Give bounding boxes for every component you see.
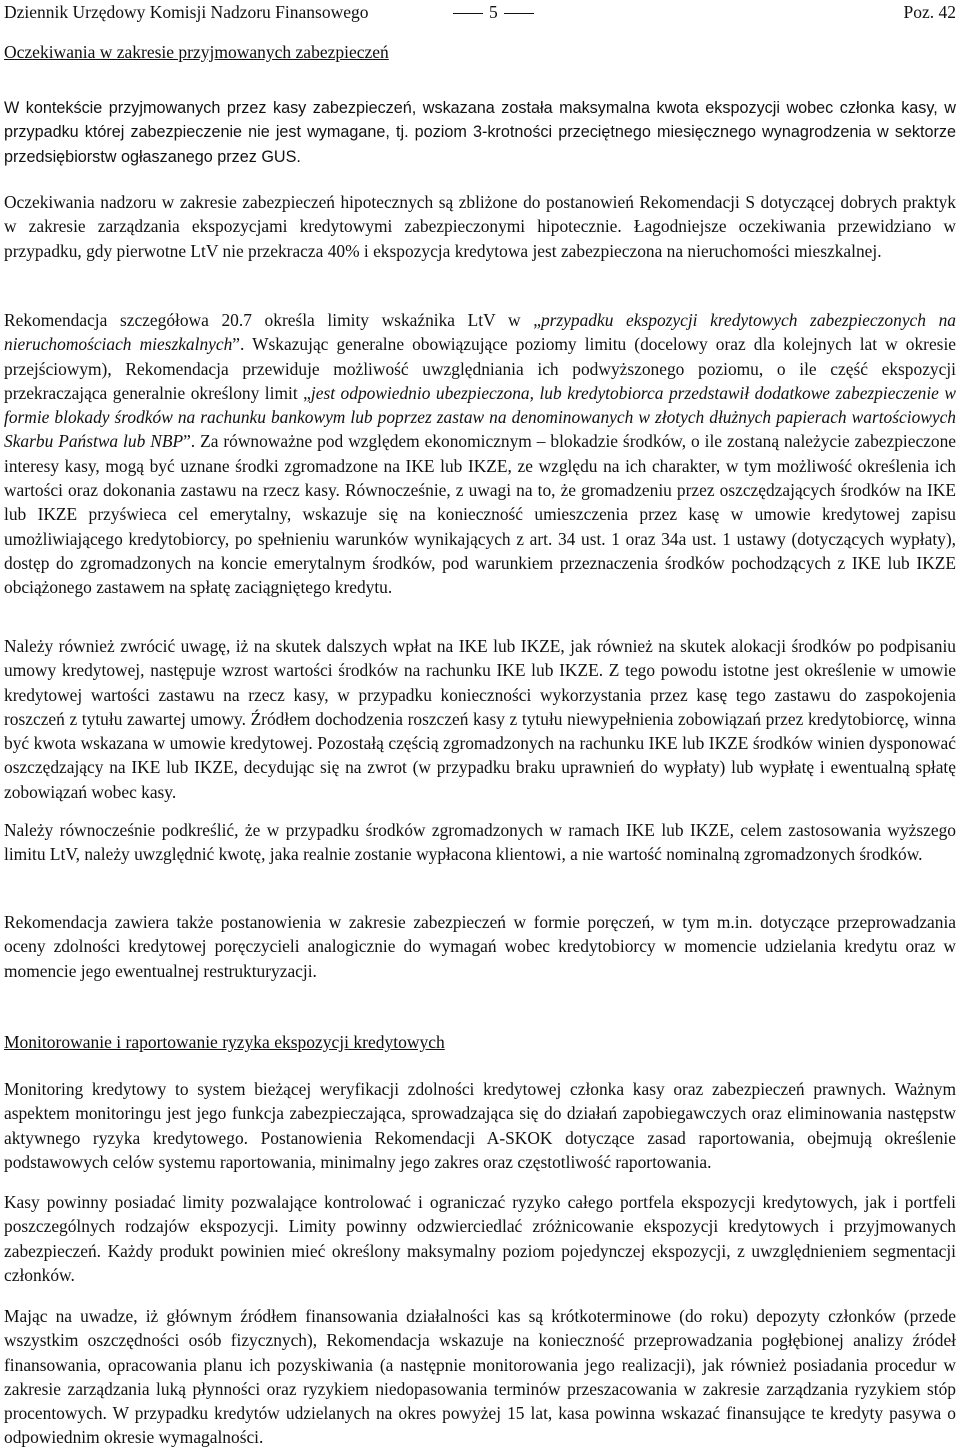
position-number: Poz. 42 bbox=[903, 2, 956, 22]
paragraph-funding-sources: Mając na uwadze, iż głównym źródłem finansowania działalności kas są krótkoterminowe (do roku) depozyty członków (przede wszystkim oszczędności osób fizycznych), Rekomendacja wskazuje na konieczność przeprowadzania pogłębionej analizy źródeł finansowania, opracowania planu ich pozyskiwania (a następnie monitorowania jego realizacji), jak również posiadania procedur w zakresie zarządzania luką płynności oraz ryzykiem niedopasowania terminów przeszacowania w zakresie zarządzania ryzykiem stóp procentowych. W przypadku kredytów udzielanych na okres powyżej 15 lat, kasa powinna wskazać finansujące te kredyty pasywa o odpowiednim okresie wymagalności. bbox=[4, 1306, 956, 1448]
paragraph-mortgage-expectations: Oczekiwania nadzoru w zakresie zabezpieczeń hipotecznych są zbliżone do postanowień Rekomendacji S dotyczącej dobrych praktyk w zakresie zarządzania ekspozycjami kredytowymi zabezpieczonymi hipotecznie. Łagodniejsze oczekiwania przewidziano w przypadku, gdy pierwotne LtV nie przekracza 40% i ekspozycja kredytowa jest zabezpieczona na nieruchomości mieszkalnej. bbox=[4, 192, 956, 261]
page-number-value: 5 bbox=[489, 2, 498, 22]
page-number bbox=[447, 0, 540, 24]
paragraph-credit-monitoring: Monitoring kredytowy to system bieżącej weryfikacji zdolności kredytowej członka kasy oraz zabezpieczeń prawnych. Ważnym aspektem monitoringu jest jego funkcja zabezpieczająca, sprowadzająca się do działań zapobiegawczych oraz eliminowania następstw aktywnego ryzyka kredytowego. Postanowienia Rekomendacji A-SKOK dotyczące zasad raportowania, obejmują określenie podstawowych celów systemu raportowania, minimalny jego zakres oraz częstotliwość raportowania. bbox=[4, 1079, 956, 1172]
rule-right bbox=[504, 13, 534, 14]
ltv-text-c: ”. Wskazując generalne obowiązujące poziomy limitu (docelowy oraz dla kolejnych lat w okresie przejściowym), Rekomendacja przewiduje możliwość uwzględniania ich podwyższonego poziomu, o ile część ekspozycji przekraczająca generalnie określony limit „ bbox=[4, 334, 956, 403]
paragraph-collateral-exposure: W kontekście przyjmowanych przez kasy zabezpieczeń, wskazana została maksymalna kwota ekspozycji wobec członka kasy, w przypadku której zabezpieczenie nie jest wymagane, tj. poziom 3-krotności przeciętnego miesięcznego wynagrodzenia w sektorze przedsiębiorstw ogłaszanego przez GUS. bbox=[4, 99, 956, 166]
rule-left bbox=[453, 13, 483, 14]
publication-title: Dziennik Urzędowy Komisji Nadzoru Finansowego bbox=[4, 2, 369, 22]
ltv-text-a: Rekomendacja szczegółowa 20.7 określa limity wskaźnika LtV w „ bbox=[4, 310, 541, 330]
paragraph-ike-ikze-value: Należy również zwrócić uwagę, iż na skutek dalszych wpłat na IKE lub IKZE, jak również na skutek alokacji środków po podpisaniu umowy kredytowej, następuje wzrost wartości środków na rachunku IKE lub IKZE. Z tego powodu istotne jest określenie w umowie kredytowej wartości zastawu na rzecz kasy, w przypadku konieczności wykorzystania przez kasę tego zastawu do zaspokojenia roszczeń z tytułu zawartej umowy. Źródłem dochodzenia roszczeń kasy z tytułu niewypełnienia zobowiązań przez kredytobiorcę, winna być kwota wskazana w umowie kredytowej. Pozostałą częścią zgromadzonych na rachunku IKE lub IKZE środków winien dysponować oszczędzający na IKE lub IKZE, decydując się na zwrot (w przypadku braku uprawnień do wypłaty) lub wypłatę i ewentualną spłatę zobowiązań wobec kasy. bbox=[4, 636, 956, 802]
paragraph-guarantees: Rekomendacja zawiera także postanowienia w zakresie zabezpieczeń w formie poręczeń, w tym m.in. dotyczące przeprowadzania oceny zdolności kredytowej poręczycieli analogicznie do wymagań wobec kredytobiorcy w momencie udzielania kredytu oraz w momencie jego ewentualnej restrukturyzacji. bbox=[4, 912, 956, 981]
paragraph-higher-ltv: Należy równocześnie podkreślić, że w przypadku środków zgromadzonych w ramach IKE lub IKZE, celem zastosowania wyższego limitu LtV, należy uwzględnić kwotę, jaka realnie zostanie wypłacona klientowi, a nie wartość nominalną zgromadzonych środków. bbox=[4, 820, 956, 865]
ltv-quote-2: jest odpowiednio ubezpieczona, lub kredytobiorca przedstawił dodatkowe zabezpieczenie w formie blokady środków na rachunku bankowym lub poprzez zastaw na denominowanych w złotych dłużnych papierach wartościowych Skarbu Państwa lub NBP bbox=[4, 382, 956, 452]
page-header bbox=[4, 0, 956, 26]
section-title-collateral: Oczekiwania w zakresie przyjmowanych zabezpieczeń bbox=[4, 42, 389, 62]
ltv-quote-1: przypadku ekspozycji kredytowych zabezpieczonych na nieruchomościach mieszkalnych bbox=[4, 310, 956, 355]
section-title-monitoring: Monitorowanie i raportowanie ryzyka ekspozycji kredytowych bbox=[4, 1032, 445, 1052]
paragraph-limits: Kasy powinny posiadać limity pozwalające kontrolować i ograniczać ryzyko całego portfela ekspozycji kredytowych, jak i portfeli poszczególnych rodzajów ekspozycji. Limity powinny odzwierciedlać zróżnicowanie ekspozycji kredytowych i przyjmowanych zabezpieczeń. Każdy produkt powinien mieć określony maksymalny poziom pojedynczej ekspozycji, z uwzględnieniem segmentacji członków. bbox=[4, 1192, 956, 1285]
ltv-text-e: ”. Za równoważne pod względem ekonomicznym – blokadzie środków, o ile zostaną należycie zabezpieczone interesy kasy, mogą być uznane środki zgromadzone na IKE lub IKZE, ze względu na ich charakter, w tym możliwość określenia ich wartości oraz dokonania zastawu na rzecz kasy. Równocześnie, z uwagi na to, że gromadzeniu przez oszczędzających środków na IKE lub IKZE przyświeca cel emerytalny, wskazuje się na konieczność umieszczenia przez kasę w umowie kredytowej zapisu umożliwiającego kredytobiorcy, po spełnieniu warunków wynikających z art. 34 ust. 1 oraz 34a ust. 1 ustawy (dotyczących wypłaty), dostęp do zgromadzonych na koncie emerytalnym środków, pod warunkiem przeznaczenia środków pochodzących z IKE lub IKZE obciążonego zastawem na spłatę zaciągniętego kredytu. bbox=[4, 431, 956, 598]
paragraph-ltv-limits bbox=[4, 308, 956, 600]
